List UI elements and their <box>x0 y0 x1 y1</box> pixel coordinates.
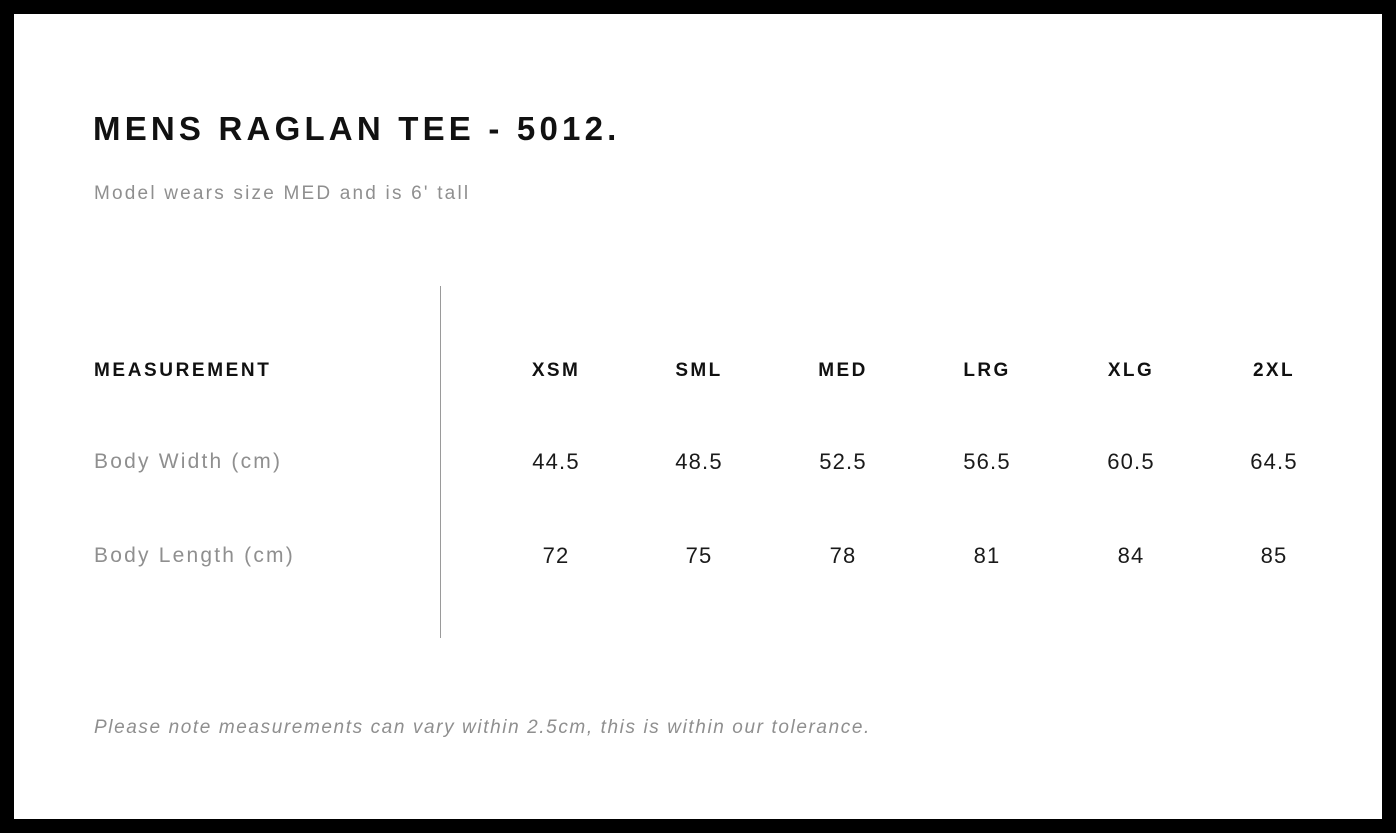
table-cell: 44.5 <box>532 449 580 474</box>
table-cell: 78 <box>829 543 857 568</box>
table-cell: 56.5 <box>963 449 1011 474</box>
page-title: MENS RAGLAN TEE - 5012. <box>93 110 621 147</box>
table-cell: 52.5 <box>819 449 867 474</box>
table-cell: 75 <box>685 543 713 568</box>
table-cell: 64.5 <box>1250 449 1298 474</box>
table-cell: 48.5 <box>675 449 723 474</box>
column-header-size: XSM <box>531 360 581 381</box>
size-chart-table <box>14 14 1382 819</box>
model-note: Model wears size MED and is 6' tall <box>94 183 471 204</box>
size-chart-page <box>14 14 1382 819</box>
column-header-size: SML <box>675 360 723 381</box>
column-header-size: 2XL <box>1252 360 1296 381</box>
column-header-size: MED <box>818 360 868 381</box>
table-cell: 84 <box>1117 543 1145 568</box>
row-label: Body Width (cm) <box>94 450 283 473</box>
row-label: Body Length (cm) <box>94 544 295 567</box>
table-row <box>14 442 1382 482</box>
table-cell: 85 <box>1260 543 1288 568</box>
column-header-size: LRG <box>963 360 1011 381</box>
column-header-size: XLG <box>1107 360 1155 381</box>
table-cell: 72 <box>542 543 570 568</box>
table-cell: 60.5 <box>1107 449 1155 474</box>
table-header-row <box>14 351 1382 391</box>
column-header-measurement: MEASUREMENT <box>94 360 272 381</box>
tolerance-note: Please note measurements can vary within 2.5cm, this is within our tolerance. <box>94 717 871 738</box>
table-cell: 81 <box>973 543 1001 568</box>
table-row <box>14 536 1382 576</box>
